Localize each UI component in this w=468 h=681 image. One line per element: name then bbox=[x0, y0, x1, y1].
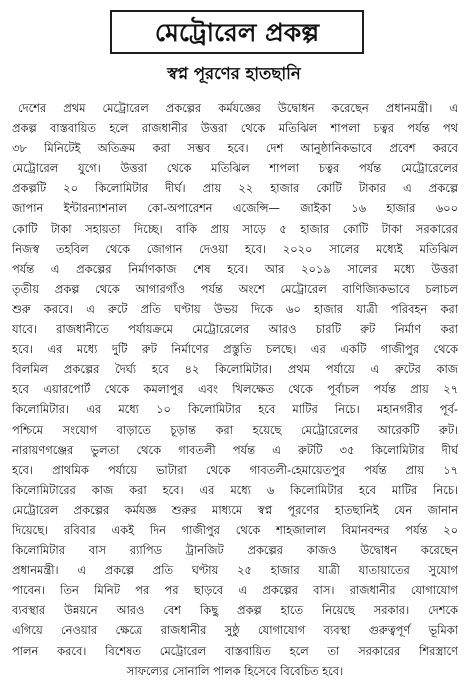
article-body-line: নিজস্ব তহবিল থেকে জোগান দেওয়া হবে। ২০২০ সালের মধ্যেই মতিঝিল bbox=[12, 241, 458, 256]
article-body-line: প্রধানমন্ত্রী। এ প্রকল্পে প্রতি ঘণ্টায় ২৫ হাজার যাত্রী যাতায়াতের সুযোগ bbox=[12, 563, 458, 578]
article-body-line: প্রকল্পটি ২০ কিলোমিটার দীর্ঘ। প্রায় ২২ হাজার কোটি টাকার এ প্রকল্পে bbox=[12, 181, 458, 196]
title-box bbox=[110, 10, 364, 54]
article-body-line: কিলোমিটার বাস র‍্যাপিড ট্রানজিট প্রকল্পের কাজও উদ্বোধন করেছেন bbox=[12, 543, 458, 558]
article-body-line: সাফল্যের সোনালি পালক হিসেবে বিবেচিত হবে। bbox=[126, 663, 344, 678]
article-body-line: হবে। প্রাথমিক পর্যায়ে ভাটারা থেকে গাবতলী-হেমায়েতপুর পর্যন্ত প্রায় ১৭ bbox=[12, 462, 458, 477]
article-body-line: পর্যন্ত এ প্রকল্পের নির্মাণকাজ শেষ হবে। আর ২০১৯ সালের মধ্যে উত্তরা bbox=[12, 261, 458, 276]
article-body-line: প্রকল্প বাস্তবায়িত হলে রাজধানীর উত্তরা থেকে মতিঝিল শাপলা চত্বর পর্যন্ত পথ bbox=[12, 121, 458, 136]
article-body-line: ৩৮ মিনিটেই অতিক্রম করা সম্ভব হবে। দেশ আনুষ্ঠানিকভাবে প্রবেশ করবে bbox=[12, 141, 458, 156]
article-body bbox=[12, 98, 458, 681]
article-body-line: কোটি টাকা সহায়তা দিচ্ছে। বাকি প্রায় সাড়ে ৫ হাজার কোটি টাকা সরকারের bbox=[12, 221, 458, 236]
article-body-line: মেট্রোরেল যুগে। উত্তরা থেকে মতিঝিল শাপলা চত্বর পর্যন্ত মেট্রোরেলের bbox=[12, 161, 458, 176]
article-body-line: যাবে। রাজধানীতে পর্যায়ক্রমে মেট্রোরেলের আরও চারটি রুট নির্মাণ করা bbox=[12, 322, 458, 337]
article-body-line: পালন করবে। বিশেষত মেট্রোরেল বাস্তবায়িত হলে তা সরকারের শিরস্ত্রাণে bbox=[12, 643, 458, 658]
article-body-line: দিয়েছে। রবিবার একই দিন গাজীপুর থেকে শাহজালাল বিমানবন্দর পর্যন্ত ২০ bbox=[12, 522, 458, 537]
article-body-line: হবে। এর মধ্যে দুটি রুট নির্মাণের প্রস্তুতি চলছে। এর একটি গাজীপুর থেকে bbox=[12, 342, 458, 357]
article-body-line: বিলমিল প্রকল্পের দৈর্ঘ্য হবে ৪২ কিলোমিটার। প্রথম পর্যায়ে এ রুটের কাজ bbox=[12, 362, 458, 377]
article-body-line: পাবেন। তিন মিনিট পর পর ছাড়বে এ প্রকল্পের বাস। রাজধানীর যোগাযোগ bbox=[12, 583, 458, 598]
article-body-line: ব্যবস্থার উন্নয়নে আরও বেশ কিছু প্রকল্প হাতে নিয়েছে সরকার। দেশকে bbox=[12, 603, 458, 618]
article-body-line: হবে এয়ারপোর্ট থেকে কমলাপুর এবং খিলক্ষেত থেকে পূর্বাচল পর্যন্ত প্রায় ২৭ bbox=[12, 382, 458, 397]
article-body-line: এগিয়ে নেওয়ার ক্ষেত্রে রাজধানীর সুষ্ঠু যোগাযোগ ব্যবস্থা গুরুত্বপূর্ণ ভূমিকা bbox=[12, 623, 458, 638]
article-body-line: কিলোমিটার। এর মধ্যে ১০ কিলোমিটার হবে মাটির নিচে। মহানগরীর পূর্ব- bbox=[12, 402, 458, 417]
article-body-line: দেশের প্রথম মেট্রোরেল প্রকল্পের কর্মযজ্ঞের উদ্বোধন করেছেন প্রধানমন্ত্রী। এ bbox=[18, 101, 458, 115]
article-body-line: পশ্চিমে সংযোগ বাড়াতে চূড়ান্ত করা হয়েছে মেট্রোরেলের আরেকটি রুট। bbox=[12, 422, 458, 437]
article-body-line: নারায়ণগঞ্জের ভুলতা থেকে গাবতলী পর্যন্ত এ রুটটি ৩৫ কিলোমিটার দীর্ঘ bbox=[12, 442, 458, 457]
article-body-line: জাপান ইন্টারন্যাশনাল কো-অপারেশন এজেন্সি— জাইকা ১৬ হাজার ৬০০ bbox=[12, 201, 458, 216]
article-subtitle: স্বপ্ন পূরণের হাতছানি bbox=[167, 64, 301, 83]
article-body-line: মেট্রোরেল প্রকল্পের কর্মযজ্ঞ শুরুর মাধ্যমে স্বপ্ন পূরণের হাতছানিই যেন জানান bbox=[12, 502, 458, 517]
article-body-line: কিলোমিটারের কাজ করা হবে। এর মধ্যে ৬ কিলোমিটার হবে মাটির নিচে। bbox=[12, 482, 458, 497]
article-body-line: শুরু করবে। এ রুটে প্রতি ঘণ্টায় উভয় দিকে ৬০ হাজার যাত্রী পরিবহন করা bbox=[12, 301, 458, 316]
article-body-line: তৃতীয় প্রকল্প থেকে আগারগাঁও পর্যন্ত অংশে মেট্রোরেল বাণিজ্যিকভাবে চলাচল bbox=[12, 281, 458, 296]
article-title: মেট্রোরেল প্রকল্প bbox=[154, 17, 320, 47]
